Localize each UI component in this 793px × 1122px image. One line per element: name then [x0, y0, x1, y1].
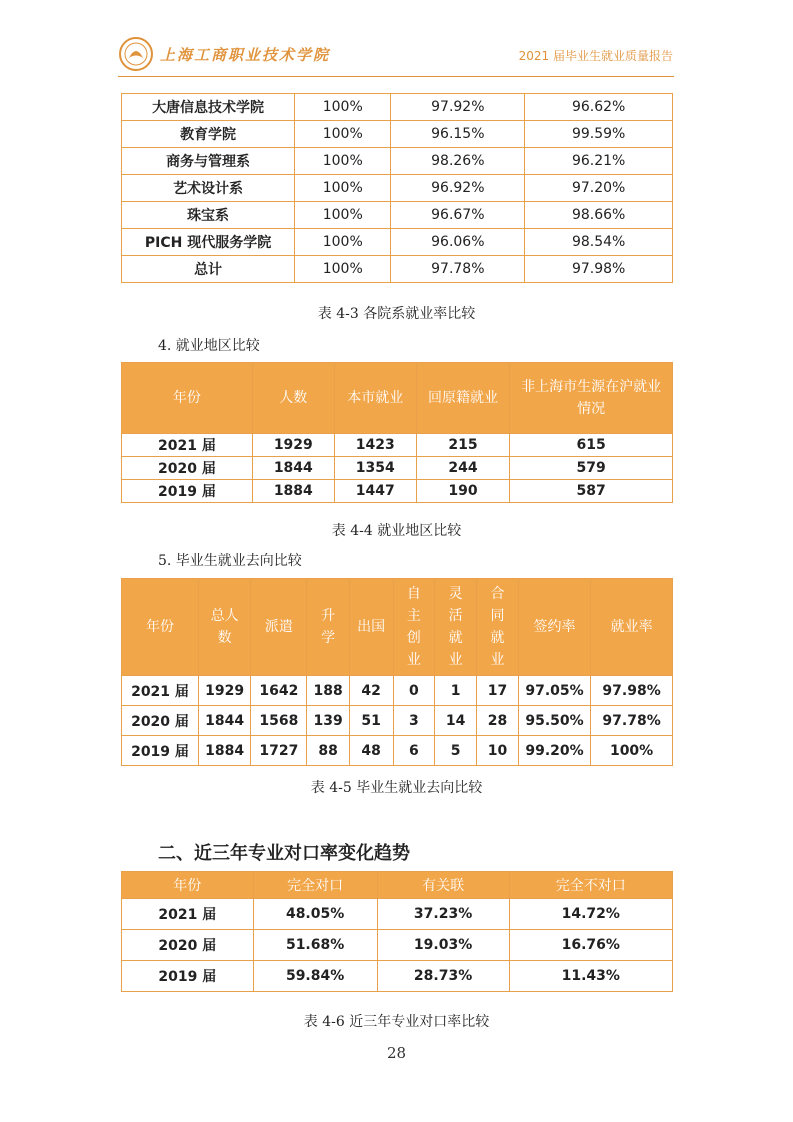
- table-cell: 1642: [251, 676, 307, 706]
- table-row: [122, 202, 673, 229]
- table-cell: 1929: [252, 434, 334, 457]
- table-cell: 97.05%: [518, 676, 590, 706]
- table-cell: 100%: [295, 121, 391, 148]
- table-cell: 5: [435, 736, 477, 766]
- table-cell: 14: [435, 706, 477, 736]
- table-cell: 1844: [199, 706, 251, 736]
- table-cell: 100%: [295, 94, 391, 121]
- header-cell: 合同就业: [477, 579, 519, 676]
- header-cell: 签约率: [518, 579, 590, 676]
- table-row: [122, 229, 673, 256]
- header-cell: 回原籍就业: [416, 363, 509, 434]
- table-row: [122, 148, 673, 175]
- table-cell: 10: [477, 736, 519, 766]
- table-cell: 2019 届: [122, 736, 199, 766]
- table-cell: 579: [510, 457, 673, 480]
- table-cell: 2021 届: [122, 434, 253, 457]
- table-cell: 190: [416, 480, 509, 503]
- table-cell: 98.66%: [525, 202, 673, 229]
- header-cell: 年份: [122, 579, 199, 676]
- caption-table-4-5: 表 4-5 毕业生就业去向比较: [310, 780, 483, 796]
- table-cell: 14.72%: [509, 899, 672, 930]
- table-cell: 16.76%: [509, 930, 672, 961]
- section-ii-title: 二、近三年专业对口率变化趋势: [158, 843, 410, 864]
- table-cell: 88: [307, 736, 349, 766]
- table-cell: 96.06%: [391, 229, 525, 256]
- table-cell: 97.20%: [525, 175, 673, 202]
- table-cell: PICH 现代服务学院: [122, 229, 295, 256]
- table-cell: 1423: [334, 434, 416, 457]
- table-cell: 1844: [252, 457, 334, 480]
- table-cell: 42: [349, 676, 393, 706]
- header-cell: 有关联: [377, 872, 509, 899]
- table-cell: 98.26%: [391, 148, 525, 175]
- header-divider: [118, 76, 674, 77]
- header-cell: 自主创业: [393, 579, 435, 676]
- header-cell: 灵活就业: [435, 579, 477, 676]
- table-cell: 1: [435, 676, 477, 706]
- table-cell: 97.98%: [591, 676, 673, 706]
- table-cell: 教育学院: [122, 121, 295, 148]
- caption-table-4-4: 表 4-4 就业地区比较: [331, 523, 462, 539]
- page-number: 28: [386, 1044, 407, 1062]
- table-cell: 615: [510, 434, 673, 457]
- table-cell: 100%: [295, 256, 391, 283]
- report-title: 2021 届毕业生就业质量报告: [518, 49, 673, 63]
- header-cell: 出国: [349, 579, 393, 676]
- table-cell: 11.43%: [509, 961, 672, 992]
- table-cell: 商务与管理系: [122, 148, 295, 175]
- table-cell: 2020 届: [122, 706, 199, 736]
- table-row: [122, 961, 673, 992]
- table-row: [122, 175, 673, 202]
- table-row: [122, 480, 673, 503]
- caption-table-4-6: 表 4-6 近三年专业对口率比较: [303, 1014, 490, 1030]
- table-4-3: [121, 93, 673, 283]
- table-cell: 59.84%: [253, 961, 377, 992]
- table-cell: 96.62%: [525, 94, 673, 121]
- table-cell: 1884: [252, 480, 334, 503]
- table-row: [122, 676, 673, 706]
- table-cell: 97.78%: [591, 706, 673, 736]
- table-cell: 48.05%: [253, 899, 377, 930]
- table-row: [122, 706, 673, 736]
- table-cell: 51: [349, 706, 393, 736]
- table-cell: 2021 届: [122, 899, 254, 930]
- table-cell: 188: [307, 676, 349, 706]
- header-cell: 完全对口: [253, 872, 377, 899]
- table-cell: 100%: [295, 148, 391, 175]
- table-cell: 1929: [199, 676, 251, 706]
- caption-table-4-3: 表 4-3 各院系就业率比较: [317, 306, 476, 322]
- table-cell: 99.59%: [525, 121, 673, 148]
- table-cell: 2020 届: [122, 457, 253, 480]
- table-cell: 99.20%: [518, 736, 590, 766]
- table-row: [122, 899, 673, 930]
- table-cell: 2019 届: [122, 480, 253, 503]
- table-cell: 100%: [295, 229, 391, 256]
- header-cell: 派遣: [251, 579, 307, 676]
- table-row: [122, 930, 673, 961]
- table-cell: 总计: [122, 256, 295, 283]
- table-cell: 96.67%: [391, 202, 525, 229]
- header-cell: 升学: [307, 579, 349, 676]
- table-4-4: [121, 362, 673, 503]
- table-cell: 98.54%: [525, 229, 673, 256]
- header-cell: 年份: [122, 872, 254, 899]
- table-cell: 1568: [251, 706, 307, 736]
- table-cell: 1727: [251, 736, 307, 766]
- header-cell: 年份: [122, 363, 253, 434]
- table-cell: 96.15%: [391, 121, 525, 148]
- table-cell: 19.03%: [377, 930, 509, 961]
- table-cell: 139: [307, 706, 349, 736]
- table-cell: 3: [393, 706, 435, 736]
- table-row: [122, 94, 673, 121]
- header-cell: 本市就业: [334, 363, 416, 434]
- table-cell: 97.98%: [525, 256, 673, 283]
- table-row: [122, 121, 673, 148]
- table-cell: 17: [477, 676, 519, 706]
- table-cell: 51.68%: [253, 930, 377, 961]
- table-row: [122, 736, 673, 766]
- table-cell: 珠宝系: [122, 202, 295, 229]
- school-logo-icon: [118, 36, 154, 72]
- section-5-title: 5. 毕业生就业去向比较: [158, 553, 302, 569]
- table-row: [122, 434, 673, 457]
- table-cell: 6: [393, 736, 435, 766]
- table-cell: 100%: [295, 175, 391, 202]
- table-cell: 艺术设计系: [122, 175, 295, 202]
- table-4-5: [121, 578, 673, 766]
- table-cell: 28: [477, 706, 519, 736]
- table-cell: 48: [349, 736, 393, 766]
- table-cell: 587: [510, 480, 673, 503]
- header-cell: 非上海市生源在沪就业情况: [510, 363, 673, 434]
- header-cell: 人数: [252, 363, 334, 434]
- table-cell: 1447: [334, 480, 416, 503]
- table-cell: 1354: [334, 457, 416, 480]
- table-cell: 244: [416, 457, 509, 480]
- header-cell: 完全不对口: [509, 872, 672, 899]
- table-cell: 2019 届: [122, 961, 254, 992]
- header-cell: 就业率: [591, 579, 673, 676]
- table-cell: 2020 届: [122, 930, 254, 961]
- table-row: [122, 457, 673, 480]
- table-row: [122, 256, 673, 283]
- table-4-6: [121, 871, 673, 992]
- table-cell: 100%: [591, 736, 673, 766]
- table-cell: 0: [393, 676, 435, 706]
- table-cell: 37.23%: [377, 899, 509, 930]
- table-cell: 1884: [199, 736, 251, 766]
- table-cell: 95.50%: [518, 706, 590, 736]
- table-cell: 215: [416, 434, 509, 457]
- table-cell: 97.78%: [391, 256, 525, 283]
- table-cell: 2021 届: [122, 676, 199, 706]
- school-name: 上海工商职业技术学院: [160, 46, 331, 64]
- table-cell: 大唐信息技术学院: [122, 94, 295, 121]
- table-cell: 96.21%: [525, 148, 673, 175]
- section-4-title: 4. 就业地区比较: [158, 338, 260, 354]
- table-cell: 96.92%: [391, 175, 525, 202]
- header-cell: 总人数: [199, 579, 251, 676]
- table-cell: 28.73%: [377, 961, 509, 992]
- table-cell: 97.92%: [391, 94, 525, 121]
- page-header: [0, 0, 793, 90]
- table-cell: 100%: [295, 202, 391, 229]
